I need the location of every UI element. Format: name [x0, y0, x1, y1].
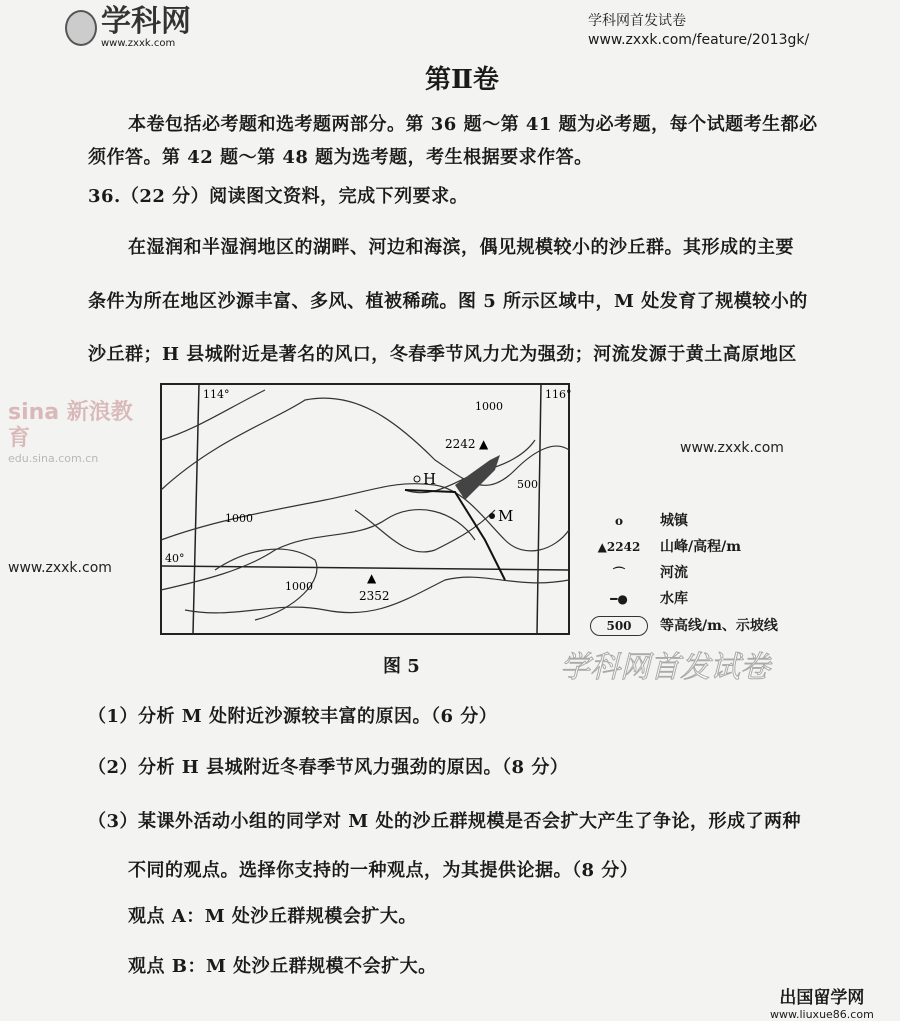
footer-logo: 出国留学网 www.liuxue86.com [770, 988, 874, 1021]
figure-caption: 图 5 [383, 656, 420, 677]
viewpoint-a: 观点 A：M 处沙丘群规模会扩大。 [128, 906, 417, 927]
passage-line: 沙丘群；H 县城附近是著名的风口，冬春季节风力尤为强劲；河流发源于黄土高原地区 [88, 344, 797, 365]
question-36-head: 36.（22 分）阅读图文资料，完成下列要求。 [88, 186, 469, 207]
lon-label-116: 116° [545, 388, 572, 401]
contour-label: 1000 [285, 580, 313, 593]
passage-line: 在湿润和半湿润地区的湖畔、河边和海滨，偶见规模较小的沙丘群。其形成的主要 [128, 237, 794, 258]
legend-item-town: o 城镇 [614, 513, 688, 529]
intro-line: 须作答。第 42 题～第 48 题为选考题，考生根据要求作答。 [88, 147, 593, 168]
legend-item-contour: 500 等高线/m、示坡线 [590, 616, 778, 636]
question-1: （1）分析 M 处附近沙源较丰富的原因。（6 分） [88, 706, 498, 727]
zxxk-watermark: www.zxxk.com [8, 560, 112, 576]
logo-text: 学科网 [101, 4, 191, 39]
town-icon [489, 513, 495, 519]
town-label-m: M [498, 507, 514, 525]
topographic-map [155, 380, 575, 640]
legend-item-peak: ▲2242 山峰/高程/m [597, 539, 742, 555]
lat-label-40: 40° [165, 552, 185, 565]
viewpoint-b: 观点 B：M 处沙丘群规模不会扩大。 [128, 956, 437, 977]
zxxk-watermark: www.zxxk.com [680, 440, 784, 456]
logo-url: www.zxxk.com [101, 38, 176, 49]
contour-label: 1000 [225, 512, 253, 525]
town-icon [414, 476, 420, 482]
legend-item-river: ⌒ 河流 [612, 565, 688, 581]
sina-watermark: sina 新浪教育 edu.sina.com.cn [8, 400, 133, 465]
question-2: （2）分析 H 县城附近冬春季节风力强劲的原因。（8 分） [88, 757, 569, 778]
mascot-icon [65, 10, 97, 46]
section-title: 第Ⅱ卷 [425, 65, 499, 95]
peak-icon: ▲ [479, 437, 489, 451]
river [405, 490, 505, 580]
intro-line: 本卷包括必考题和选考题两部分。第 36 题～第 41 题为必考题，每个试题考生都必 [128, 114, 818, 135]
question-3-cont: 不同的观点。选择你支持的一种观点，为其提供论据。（8 分） [128, 860, 639, 881]
question-3: （3）某课外活动小组的同学对 M 处的沙丘群规模是否会扩大产生了争论，形成了两种 [88, 811, 801, 832]
peak-elevation: 2352 [359, 589, 390, 603]
legend-item-reservoir: ━● 水库 [610, 591, 688, 607]
peak-icon: ▲ [367, 571, 377, 585]
passage-line: 条件为所在地区沙源丰富、多风、植被稀疏。图 5 所示区域中，M 处发育了规模较小的 [88, 291, 808, 312]
zxxk-logo [65, 6, 191, 49]
header-right-title: 学科网首发试卷 [588, 13, 686, 29]
header-right-url: www.zxxk.com/feature/2013gk/ [588, 32, 810, 48]
peak-elevation: 2242 [445, 437, 476, 451]
lon-label-114: 114° [203, 388, 230, 401]
contour-label: 1000 [475, 400, 503, 413]
town-label-h: H [423, 470, 437, 488]
contour-label: 500 [517, 478, 538, 491]
center-watermark: 学科网首发试卷 [560, 650, 770, 685]
